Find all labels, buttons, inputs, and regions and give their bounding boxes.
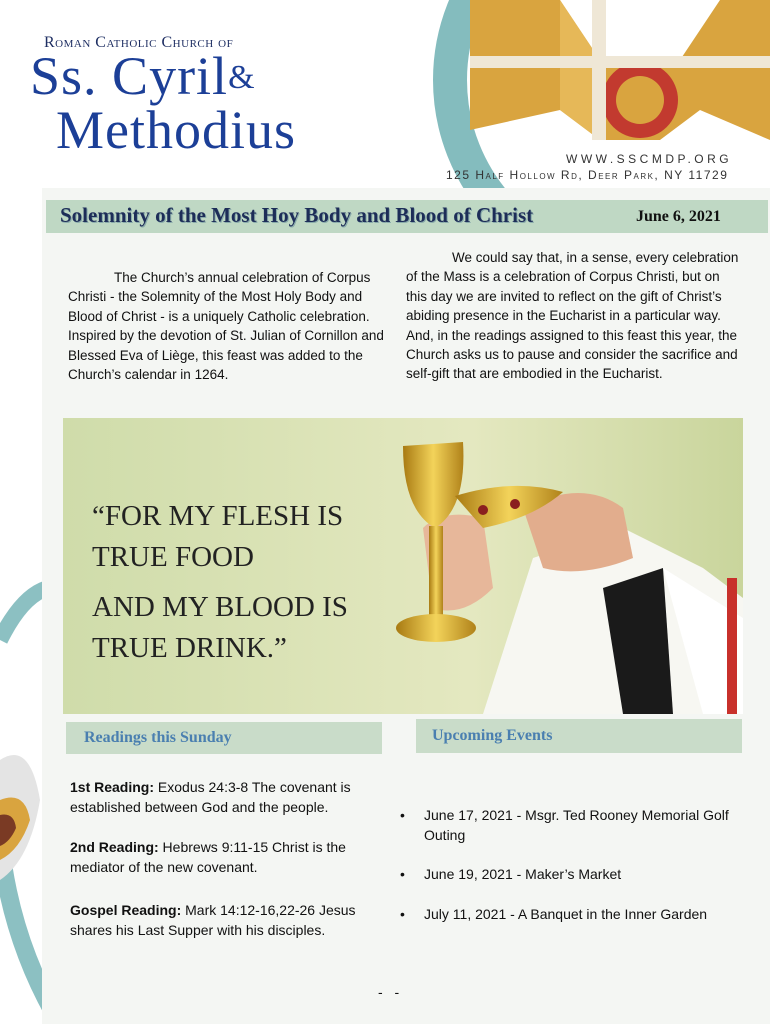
church-address: 125 Half Hollow Rd, Deer Park, NY 11729 — [446, 168, 729, 182]
events-list — [400, 806, 750, 944]
feast-title: Solemnity of the Most Hoy Body and Blood of Christ — [60, 203, 534, 227]
logo-line-cyril — [30, 48, 256, 104]
event-text: June 17, 2021 - Msgr. Ted Rooney Memorial Golf Outing — [424, 807, 729, 843]
bullet-icon: • — [400, 905, 405, 922]
page-number: - - — [378, 984, 404, 1000]
quote-line-1: “FOR MY FLESH IS — [92, 500, 344, 532]
reading-second — [70, 838, 382, 877]
logo-ampersand: & — [228, 59, 256, 96]
readings-heading: Readings this Sunday — [84, 729, 232, 746]
events-heading: Upcoming Events — [432, 727, 553, 744]
bulletin-date: June 6, 2021 — [636, 208, 721, 225]
event-item — [400, 905, 750, 925]
event-item — [400, 806, 750, 845]
website-url[interactable]: WWW.SSCMDP.ORG — [566, 152, 733, 166]
church-pre-title: Roman Catholic Church of — [44, 34, 234, 51]
reading-gospel-text: Mark 14:12-16,22-26 Jesus shares his Last Supper with his disciples. — [70, 902, 356, 938]
reading-second-text: Hebrews 9:11-15 Christ is the mediator of the new covenant. — [70, 839, 346, 875]
reading-first-text: Exodus 24:3-8 The covenant is established between God and the people. — [70, 779, 351, 815]
reading-first — [70, 778, 382, 817]
reading-gospel-label: Gospel Reading: — [70, 902, 182, 918]
scripture-quote — [92, 496, 348, 669]
event-item — [400, 865, 750, 885]
quote-line-3: AND MY BLOOD IS — [92, 591, 348, 623]
event-text: July 11, 2021 - A Banquet in the Inner Garden — [424, 905, 708, 922]
reading-first-label: 1st Reading: — [70, 779, 155, 795]
event-text: June 19, 2021 - Maker’s Market — [424, 866, 622, 882]
logo-text-cyril: Ss. Cyril — [30, 46, 229, 106]
logo-line-methodius: Methodius — [56, 100, 297, 160]
bullet-icon: • — [400, 807, 405, 823]
reading-gospel — [70, 901, 382, 940]
bullet-icon: • — [400, 866, 405, 882]
quote-line-4: TRUE DRINK.” — [92, 632, 287, 664]
intro-right-paragraph: We could say that, in a sense, every celebration of the Mass is a celebration of Corpus Christi, but on this day we are invited to reflect on the gift of Christ’s abiding presence in the Eucharist in a particular way. And, in the readings assigned to this feast this year, the Church asks us to pause and consider the sacrifice and self-gift that are embodied in the Eucharist. — [406, 250, 739, 382]
reading-second-label: 2nd Reading: — [70, 839, 159, 855]
intro-left-paragraph: The Church’s annual celebration of Corpus Christi - the Solemnity of the Most Holy Body and Blood of Christ - is a uniquely Catholic celebration. Inspired by the devotion of St. Julian of Cornillon and Blessed Eva of Liège, this feast was added to the Church’s calendar in 1264. — [68, 270, 384, 383]
quote-line-2: TRUE FOOD — [92, 541, 254, 573]
